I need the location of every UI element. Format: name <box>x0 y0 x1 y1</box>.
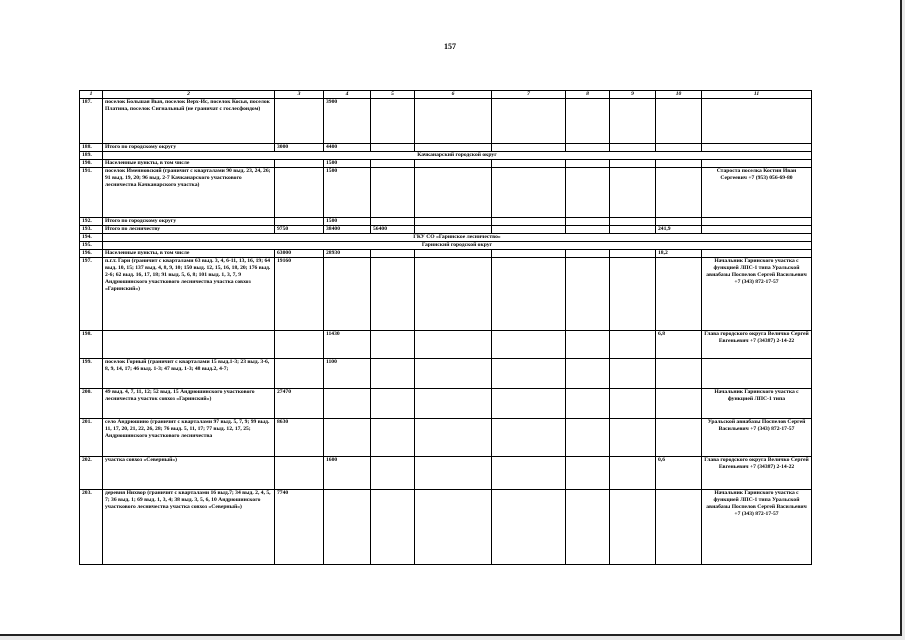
cell-c6 <box>415 257 492 330</box>
row-number: 197. <box>80 257 103 330</box>
cell-c4 <box>324 388 371 418</box>
cell-c7 <box>492 249 566 257</box>
column-header: 4 <box>324 91 371 99</box>
cell-c5 <box>371 388 415 418</box>
section-title: Гаринский городской округ <box>103 241 812 249</box>
row-number: 203. <box>80 489 103 564</box>
cell-c5 <box>371 98 415 143</box>
table-row <box>80 418 812 456</box>
responsible-contact: Уральской авиабазы Поспелов Сергей Васильевич +7 (343) 872-17-57 <box>702 418 812 456</box>
row-number: 188. <box>80 143 103 151</box>
cell-c7 <box>492 217 566 225</box>
cell-c3: 27470 <box>275 388 324 418</box>
table-row <box>80 241 812 249</box>
cell-c6 <box>415 418 492 456</box>
cell-c10 <box>656 388 702 418</box>
cell-c9 <box>610 98 656 143</box>
cell-c8 <box>566 418 610 456</box>
cell-c7 <box>492 456 566 489</box>
table-row <box>80 330 812 358</box>
cell-c9 <box>610 257 656 330</box>
responsible-contact <box>702 217 812 225</box>
row-description: поселок Горный (граничит с кварталами 15 выд.1-3; 23 выд. 3-6, 8, 9, 14, 17; 46 выд. 1-3; 47 выд. 1-3; 48 выд.2, 4-7; <box>103 358 275 388</box>
row-description <box>103 330 275 358</box>
responsible-contact: Глава городского округа Величко Сергей Евгеньевич +7 (34387) 2-14-22 <box>702 330 812 358</box>
cell-c6 <box>415 489 492 564</box>
cell-c8 <box>566 257 610 330</box>
cell-c7 <box>492 489 566 564</box>
row-description: Итого по городскому округу <box>103 143 275 151</box>
table-row <box>80 167 812 217</box>
table-row <box>80 151 812 159</box>
cell-c4: 11430 <box>324 330 371 358</box>
cell-c8 <box>566 489 610 564</box>
row-description: п.г.т. Гари (граничит с кварталами 63 выд. 3, 4, 6-11, 13, 16, 19; 64 выд. 10, 15; 137 выд. 4, 8, 9, 10; 150 выд. 12, 15, 16, 18, 20; 176 выд. 2-6; 62 выд. 16, 17, 18; 91 выд. 5, 6, 8; 101 выд. 1, 3, 7, 9 Андрюшинского участкового лесничества участка совхоз «Гаринский») <box>103 257 275 330</box>
cell-c10 <box>656 98 702 143</box>
data-table <box>79 90 812 565</box>
row-description: село Андрюшино (граничит с кварталами 97 выд. 5, 7, 9; 99 выд. 11, 17, 20, 21, 22, 26, 28; 76 выд. 5, 11, 17; 77 выд. 12, 17, 25; Андрюшинского участкового лесничества <box>103 418 275 456</box>
cell-c5 <box>371 489 415 564</box>
row-number: 187. <box>80 98 103 143</box>
row-description: 49 выд. 4, 7, 11, 12; 52 выд. 15 Андрюшинского участкового лесничества участок совхоз «Гаринский») <box>103 388 275 418</box>
responsible-contact <box>702 225 812 233</box>
cell-c5 <box>371 418 415 456</box>
responsible-contact: Начальник Гаринского участка с функцией ЛПС-1 типа Уральской авиабазы Поспелов Сергей Васильевич +7 (343) 872-17-57 <box>702 489 812 564</box>
cell-c7 <box>492 388 566 418</box>
cell-c10 <box>656 257 702 330</box>
cell-c10 <box>656 489 702 564</box>
cell-c3 <box>275 358 324 388</box>
cell-c10 <box>656 143 702 151</box>
cell-c10 <box>656 167 702 217</box>
responsible-contact <box>702 159 812 167</box>
cell-c3: 7740 <box>275 489 324 564</box>
row-number: 190. <box>80 159 103 167</box>
responsible-contact <box>702 98 812 143</box>
cell-c3 <box>275 217 324 225</box>
column-header: 5 <box>371 91 415 99</box>
cell-c7 <box>492 225 566 233</box>
responsible-contact: Начальник Гаринского участка с функцией ЛПС-1 типа <box>702 388 812 418</box>
cell-c3: 19160 <box>275 257 324 330</box>
row-description: Итого по лесничеству <box>103 225 275 233</box>
cell-c5 <box>371 456 415 489</box>
cell-c8 <box>566 217 610 225</box>
cell-c9 <box>610 217 656 225</box>
cell-c5 <box>371 143 415 151</box>
responsible-contact <box>702 143 812 151</box>
cell-c10: 0,6 <box>656 456 702 489</box>
cell-c9 <box>610 167 656 217</box>
cell-c4: 1500 <box>324 159 371 167</box>
cell-c5 <box>371 249 415 257</box>
section-title: ГКУ СО «Гаринское лесничество» <box>103 233 812 241</box>
cell-c8 <box>566 358 610 388</box>
cell-c3 <box>275 98 324 143</box>
row-description: Итого по городскому округу <box>103 217 275 225</box>
cell-c9 <box>610 388 656 418</box>
column-header: 7 <box>492 91 566 99</box>
cell-c8 <box>566 456 610 489</box>
cell-c8 <box>566 249 610 257</box>
table-row <box>80 456 812 489</box>
row-number: 200. <box>80 388 103 418</box>
cell-c6 <box>415 159 492 167</box>
cell-c3: 3000 <box>275 143 324 151</box>
cell-c10: 6,8 <box>656 330 702 358</box>
column-header: 3 <box>275 91 324 99</box>
row-number: 193. <box>80 225 103 233</box>
page-number: 157 <box>444 42 456 51</box>
cell-c8 <box>566 167 610 217</box>
column-header: 8 <box>566 91 610 99</box>
cell-c6 <box>415 217 492 225</box>
cell-c9 <box>610 358 656 388</box>
cell-c4: 4400 <box>324 143 371 151</box>
row-number: 194. <box>80 233 103 241</box>
cell-c6 <box>415 143 492 151</box>
cell-c4: 3900 <box>324 98 371 143</box>
cell-c9 <box>610 159 656 167</box>
cell-c7 <box>492 167 566 217</box>
row-number: 191. <box>80 167 103 217</box>
column-header: 2 <box>103 91 275 99</box>
cell-c9 <box>610 143 656 151</box>
column-header: 6 <box>415 91 492 99</box>
row-description: Населенные пункты, в том числе <box>103 249 275 257</box>
table-row <box>80 358 812 388</box>
responsible-contact <box>702 249 812 257</box>
cell-c10: 241,9 <box>656 225 702 233</box>
row-description: деревня Нихвор (граничит с кварталами 16 выд.7; 34 выд. 2, 4, 5, 7; 36 выд. 1; 69 выд. 1, 3, 4; 38 выд. 3, 5, 6, 10 Андрюшинского участкового лесничества участка совхоз «Северный») <box>103 489 275 564</box>
cell-c8 <box>566 159 610 167</box>
cell-c8 <box>566 388 610 418</box>
column-header: 10 <box>656 91 702 99</box>
row-number: 192. <box>80 217 103 225</box>
cell-c4: 1500 <box>324 167 371 217</box>
responsible-contact: Начальник Гаринского участка с функцией ЛПС-1 типа Уральской авиабазы Поспелов Сергей Васильевич +7 (343) 872-17-57 <box>702 257 812 330</box>
cell-c8 <box>566 330 610 358</box>
cell-c5 <box>371 257 415 330</box>
cell-c3: 63000 <box>275 249 324 257</box>
cell-c7 <box>492 143 566 151</box>
cell-c3: 9750 <box>275 225 324 233</box>
responsible-contact: Староста поселка Костин Иван Сергеевич +7 (953) 056-69-80 <box>702 167 812 217</box>
cell-c3 <box>275 330 324 358</box>
row-number: 199. <box>80 358 103 388</box>
cell-c8 <box>566 225 610 233</box>
cell-c7 <box>492 330 566 358</box>
cell-c5 <box>371 358 415 388</box>
row-description: Населенные пункты, в том числе <box>103 159 275 167</box>
table-row <box>80 159 812 167</box>
cell-c4: 1500 <box>324 217 371 225</box>
row-number: 195. <box>80 241 103 249</box>
section-title: Качканарский городской округ <box>103 151 812 159</box>
cell-c10 <box>656 159 702 167</box>
cell-c3: 8630 <box>275 418 324 456</box>
row-number: 198. <box>80 330 103 358</box>
table-header-row <box>80 91 812 99</box>
table-row <box>80 489 812 564</box>
cell-c3 <box>275 159 324 167</box>
cell-c6 <box>415 98 492 143</box>
cell-c10 <box>656 217 702 225</box>
cell-c4: 1100 <box>324 358 371 388</box>
cell-c5 <box>371 167 415 217</box>
cell-c6 <box>415 456 492 489</box>
cell-c9 <box>610 249 656 257</box>
table-row <box>80 388 812 418</box>
cell-c6 <box>415 249 492 257</box>
cell-c8 <box>566 143 610 151</box>
cell-c4: 38400 <box>324 225 371 233</box>
cell-c3 <box>275 167 324 217</box>
row-number: 202. <box>80 456 103 489</box>
column-header: 1 <box>80 91 103 99</box>
cell-c6 <box>415 330 492 358</box>
cell-c10 <box>656 418 702 456</box>
cell-c9 <box>610 489 656 564</box>
cell-c10: 18,2 <box>656 249 702 257</box>
responsible-contact: Глава городского округа Величко Сергей Евгеньевич +7 (34387) 2-14-22 <box>702 456 812 489</box>
cell-c4 <box>324 257 371 330</box>
column-header: 11 <box>702 91 812 99</box>
cell-c6 <box>415 167 492 217</box>
cell-c4 <box>324 489 371 564</box>
row-number: 201. <box>80 418 103 456</box>
table-row <box>80 233 812 241</box>
cell-c5 <box>371 217 415 225</box>
row-number: 196. <box>80 249 103 257</box>
cell-c5 <box>371 330 415 358</box>
column-header: 9 <box>610 91 656 99</box>
cell-c4: 1600 <box>324 456 371 489</box>
cell-c9 <box>610 225 656 233</box>
table-row <box>80 257 812 330</box>
responsible-contact <box>702 358 812 388</box>
table-row <box>80 249 812 257</box>
cell-c4 <box>324 418 371 456</box>
cell-c5: 56400 <box>371 225 415 233</box>
cell-c6 <box>415 388 492 418</box>
table-row <box>80 217 812 225</box>
cell-c6 <box>415 358 492 388</box>
cell-c6 <box>415 225 492 233</box>
row-description: участка совхоз «Северный») <box>103 456 275 489</box>
table-row <box>80 98 812 143</box>
cell-c9 <box>610 456 656 489</box>
cell-c4: 28930 <box>324 249 371 257</box>
cell-c5 <box>371 159 415 167</box>
row-description: поселок Большая Выя, поселок Верх-Ис, поселок Косья, поселок Платина, поселок Сигнальный (не граничат с гослесфондом) <box>103 98 275 143</box>
cell-c10 <box>656 358 702 388</box>
cell-c7 <box>492 257 566 330</box>
table-row <box>80 143 812 151</box>
cell-c7 <box>492 358 566 388</box>
row-description: поселок Именновский (граничит с кварталами 90 выд. 23, 24, 26; 91 выд. 19, 20; 96 выд. 2-7 Качканарского участкового лесничества Качканарского участка) <box>103 167 275 217</box>
cell-c9 <box>610 418 656 456</box>
cell-c7 <box>492 418 566 456</box>
cell-c3 <box>275 456 324 489</box>
cell-c7 <box>492 98 566 143</box>
table-row <box>80 225 812 233</box>
cell-c9 <box>610 330 656 358</box>
cell-c8 <box>566 98 610 143</box>
row-number: 189. <box>80 151 103 159</box>
cell-c7 <box>492 159 566 167</box>
